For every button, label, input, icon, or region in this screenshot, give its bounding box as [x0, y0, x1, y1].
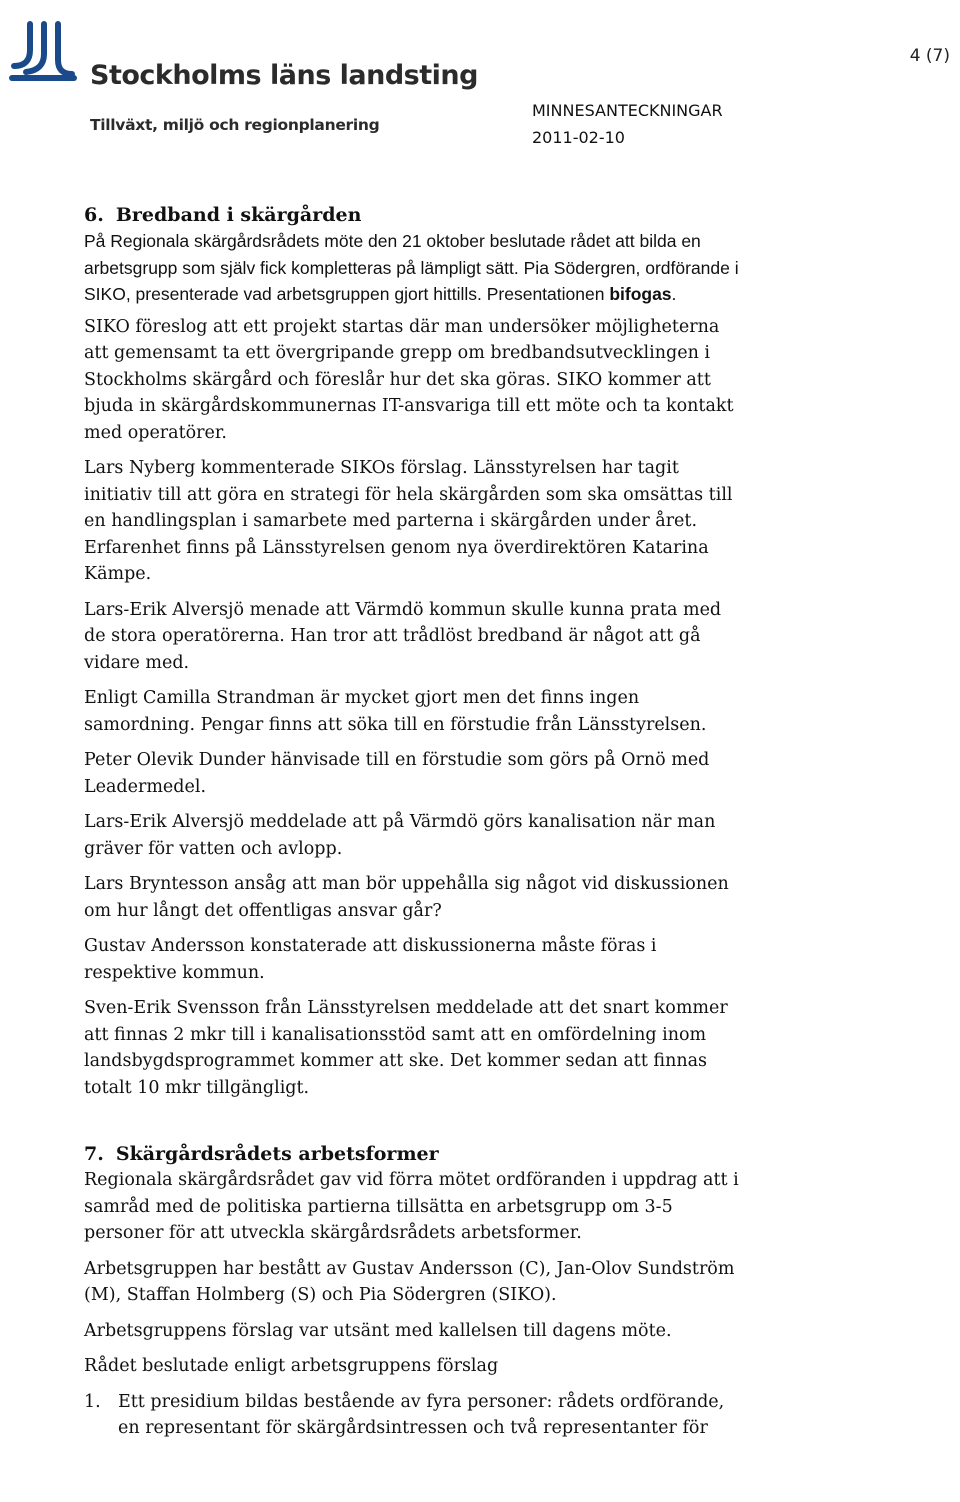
paragraph: Enligt Camilla Strandman är mycket gjort men det finns ingen samordning. Pengar finns att söka till en förstudie från Länsstyrelsen.: [84, 688, 707, 735]
list-item: [84, 1389, 744, 1441]
page-number: 4 (7): [909, 46, 950, 66]
paragraph: Lars-Erik Alversjö meddelade att på Värmdö görs kanalisation när man gräver för vatten och avlopp.: [84, 812, 716, 859]
paragraph: Arbetsgruppens förslag var utsänt med kallelsen till dagens möte.: [84, 1320, 672, 1341]
paragraph: Rådet beslutade enligt arbetsgruppens förslag: [84, 1356, 499, 1376]
paragraph: Arbetsgruppen har bestått av Gustav Andersson (C), Jan-Olov Sundström (M), Staffan Holmberg (S) och Pia Södergren (SIKO).: [84, 1258, 735, 1305]
paragraph: SIKO föreslog att ett projekt startas där man undersöker möjligheterna att gemensamt ta ett övergripande grepp om bredbandsutvecklingen i Stockholms skärgård och föreslår hur det ska göras. SIKO kommer att bjuda in skärgårdskommunernas IT-ansvariga till ett möte och ta kontakt med operatörer.: [84, 316, 734, 443]
paragraph: Lars-Erik Alversjö menade att Värmdö kommun skulle kunna prata med de stora operatörerna. Han tror att trådlöst bredband är något att gå vidare med.: [84, 599, 722, 673]
section-heading: [84, 1141, 744, 1167]
document-type: MINNESANTECKNINGAR: [532, 101, 723, 120]
section-heading: [84, 202, 744, 228]
paragraph: Lars Nyberg kommenterade SIKOs förslag. Länsstyrelsen har tagit initiativ till att göra en strategi för hela skärgården som ska omsättas till en handlingsplan i samarbete med parterna i skärgården under året. Erfarenhet finns på Länsstyrelsen genom nya överdirektören Katarina Kämpe.: [84, 458, 733, 584]
document-body: [84, 202, 744, 1441]
paragraph: Sven-Erik Svensson från Länsstyrelsen meddelade att det snart kommer att finnas 2 mkr till i kanalisationsstöd samt att en omfördelning inom landsbygdsprogrammet kommer att ske. Det kommer sedan att finnas totalt 10 mkr tillgängligt.: [84, 998, 728, 1098]
intro-text: På Regionala skärgårdsrådets möte den 21 oktober beslutade rådet att bilda en arbetsgrupp som själv fick kompletteras på lämpligt sätt. Pia Södergren, ordförande i SIKO, presenterade vad arbetsgruppen gjort hittills. Presentationen: [84, 231, 739, 304]
landsting-logo: [8, 20, 478, 134]
paragraph: Regionala skärgårdsrådet gav vid förra mötet ordföranden i uppdrag att i samråd med de politiska partierna tillsätta en arbetsgrupp om 3-5 personer för att utveckla skärgårdsrådets arbetsformer.: [84, 1170, 739, 1243]
paragraph: Lars Bryntesson ansåg att man bör uppehålla sig något vid diskussionen om hur långt det offentligas ansvar går?: [84, 874, 729, 921]
list-item-text: Ett presidium bildas bestående av fyra personer: rådets ordförande, en representant för skärgårdsintressen och två representanter för: [118, 1391, 725, 1438]
decision-list: [84, 1389, 744, 1441]
organization-name: Stockholms läns landsting: [90, 60, 478, 91]
section-intro: [84, 228, 744, 308]
section-title: Bredband i skärgården: [115, 204, 362, 226]
paragraph: Gustav Andersson konstaterade att diskussionerna måste föras i respektive kommun.: [84, 936, 657, 983]
document-date: 2011-02-10: [532, 128, 625, 147]
intro-bold-text: bifogas: [609, 284, 672, 304]
intro-end-text: .: [671, 284, 677, 304]
section-6: [84, 202, 744, 1101]
section-7: [84, 1141, 744, 1441]
section-title: Skärgårdsrådets arbetsformer: [115, 1143, 439, 1165]
paragraph: Peter Olevik Dunder hänvisade till en förstudie som görs på Ornö med Leadermedel.: [84, 750, 710, 797]
logo-mark-icon: [8, 20, 80, 86]
section-number: 6.: [84, 204, 104, 226]
list-item-number: 1.: [84, 1391, 101, 1412]
organization-subtitle: Tillväxt, miljö och regionplanering: [90, 116, 380, 134]
section-number: 7.: [84, 1143, 104, 1165]
